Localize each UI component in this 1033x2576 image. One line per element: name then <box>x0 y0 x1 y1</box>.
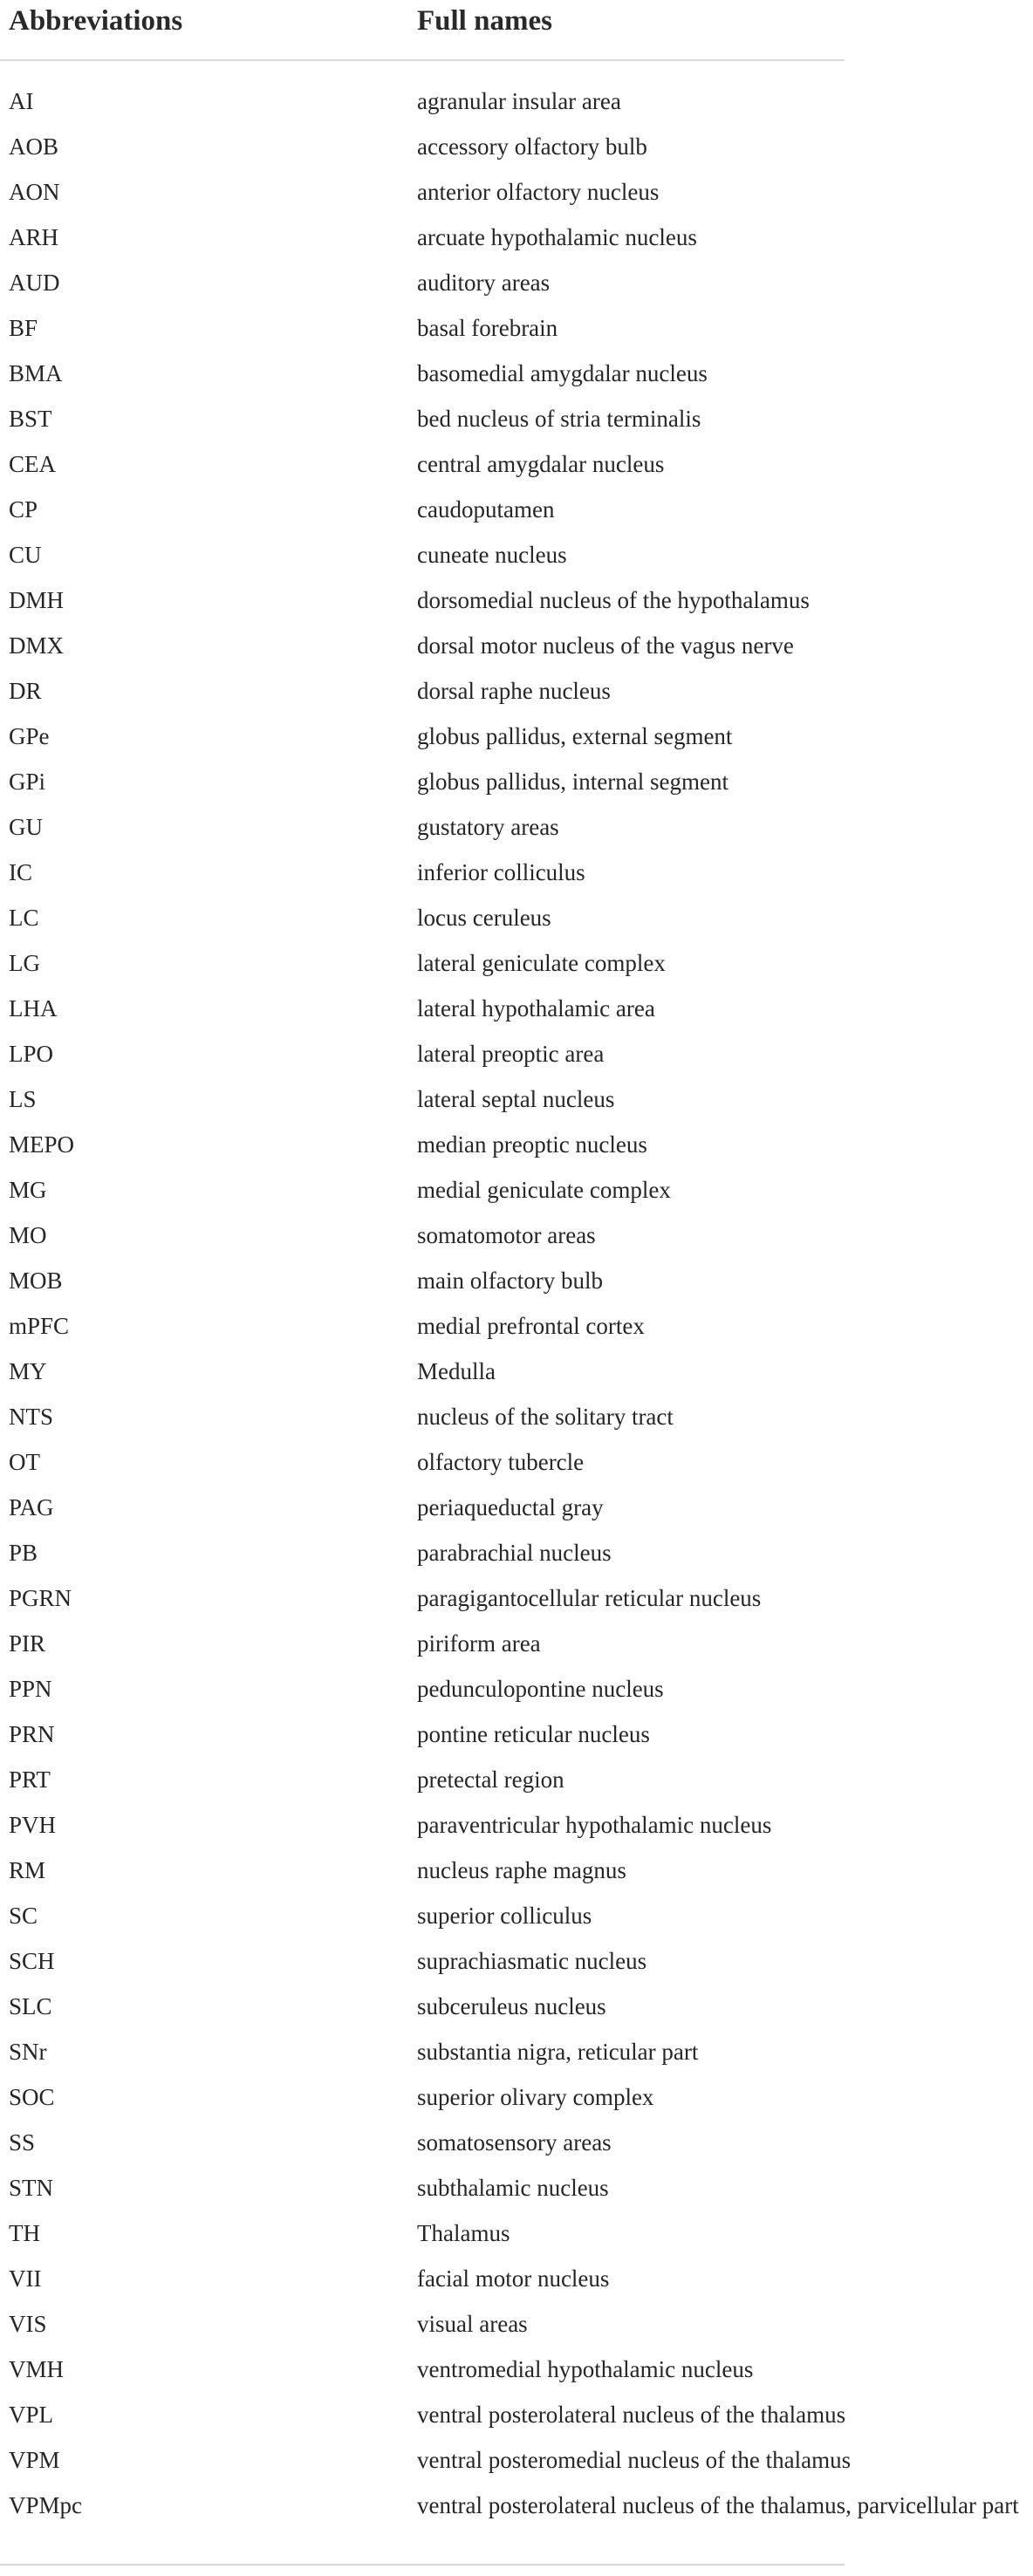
table-row <box>0 1664 1033 1710</box>
full-name-cell: ventral posterolateral nucleus of the thalamus, parvicellular part <box>417 2492 1019 2518</box>
full-name-cell: piriform area <box>417 1630 541 1657</box>
full-name-cell: auditory areas <box>417 270 551 296</box>
table-bottom-rule <box>0 2564 845 2566</box>
abbreviation-cell: BST <box>9 406 52 432</box>
full-name-cell: ventral posteromedial nucleus of the thalamus <box>417 2447 852 2473</box>
full-name-cell: basomedial amygdalar nucleus <box>417 360 708 386</box>
abbreviation-cell: PVH <box>9 1812 57 1838</box>
abbreviation-cell: PGRN <box>9 1585 72 1611</box>
table-row <box>0 666 1033 712</box>
abbreviation-cell: LPO <box>9 1041 54 1067</box>
abbreviation-cell: DMX <box>9 632 65 659</box>
full-name-cell: pretectal region <box>417 1766 564 1793</box>
full-name-cell: gustatory areas <box>417 814 559 840</box>
full-name-cell: main olfactory bulb <box>417 1268 603 1294</box>
abbreviation-cell: ARH <box>9 224 59 250</box>
full-name-cell: suprachiasmatic nucleus <box>417 1948 647 1974</box>
abbreviation-cell: BMA <box>9 360 63 386</box>
table-row <box>0 1438 1033 1483</box>
table-row <box>0 2027 1033 2073</box>
full-name-cell: visual areas <box>417 2311 528 2337</box>
full-name-cell: locus ceruleus <box>417 905 551 931</box>
abbreviation-cell: LC <box>9 905 39 931</box>
abbreviation-cell: PB <box>9 1540 38 1566</box>
table-row <box>0 258 1033 304</box>
full-name-cell: lateral septal nucleus <box>417 1086 615 1112</box>
header-abbreviations: Abbreviations <box>9 5 183 37</box>
abbreviation-cell: AUD <box>9 270 60 296</box>
abbreviation-cell: BF <box>9 315 38 341</box>
table-row <box>0 1982 1033 2027</box>
abbreviation-cell: AI <box>9 88 34 114</box>
full-name-cell: inferior colliculus <box>417 859 585 885</box>
full-name-cell: somatomotor areas <box>417 1222 596 1248</box>
table-row <box>0 1302 1033 1347</box>
table-row <box>0 122 1033 167</box>
full-name-cell: cuneate nucleus <box>417 542 567 568</box>
abbreviation-cell: PPN <box>9 1676 52 1702</box>
full-name-cell: periaqueductal gray <box>417 1494 604 1520</box>
full-name-cell: pontine reticular nucleus <box>417 1721 650 1747</box>
full-name-cell: caudoputamen <box>417 496 555 523</box>
full-name-cell: lateral preoptic area <box>417 1041 605 1067</box>
table-row <box>0 485 1033 530</box>
table-row <box>0 2299 1033 2345</box>
table-row <box>0 2436 1033 2481</box>
table-row <box>0 304 1033 349</box>
table-row <box>0 1574 1033 1619</box>
full-name-cell: basal forebrain <box>417 315 558 341</box>
abbreviation-cell: MY <box>9 1358 47 1384</box>
table-body <box>0 77 1033 2563</box>
full-name-cell: superior colliculus <box>417 1903 592 1929</box>
full-name-cell: arcuate hypothalamic nucleus <box>417 224 697 250</box>
table-row <box>0 2073 1033 2118</box>
full-name-cell: olfactory tubercle <box>417 1449 585 1475</box>
table-row <box>0 440 1033 485</box>
abbreviation-cell: TH <box>9 2220 40 2246</box>
abbreviation-cell: PRT <box>9 1766 51 1793</box>
full-name-cell: subceruleus nucleus <box>417 1993 606 2019</box>
abbreviation-cell: MOB <box>9 1268 63 1294</box>
abbreviation-cell: PAG <box>9 1494 54 1520</box>
abbreviation-cell: SLC <box>9 1993 52 2019</box>
full-name-cell: central amygdalar nucleus <box>417 451 665 477</box>
abbreviation-cell: LS <box>9 1086 37 1112</box>
table-row <box>0 1619 1033 1664</box>
table-row <box>0 530 1033 576</box>
abbreviation-cell: VPL <box>9 2402 54 2428</box>
table-row <box>0 803 1033 848</box>
table-row <box>0 712 1033 757</box>
table-header <box>0 0 845 61</box>
table-row <box>0 1846 1033 1891</box>
table-row <box>0 1347 1033 1392</box>
table-row <box>0 576 1033 621</box>
abbreviation-cell: DMH <box>9 587 65 613</box>
full-name-cell: nucleus of the solitary tract <box>417 1404 674 1430</box>
table-row <box>0 2163 1033 2209</box>
table-row <box>0 1392 1033 1438</box>
abbreviation-cell: VPMpc <box>9 2492 83 2518</box>
abbreviation-cell: AOB <box>9 133 59 160</box>
abbreviation-cell: GU <box>9 814 43 840</box>
abbreviation-cell: GPe <box>9 723 50 749</box>
abbreviation-cell: CU <box>9 542 42 568</box>
table-row <box>0 1937 1033 1982</box>
table-row <box>0 2345 1033 2390</box>
table-row <box>0 213 1033 258</box>
table-row <box>0 1755 1033 1800</box>
abbreviation-cell: SCH <box>9 1948 55 1974</box>
full-name-cell: substantia nigra, reticular part <box>417 2039 699 2065</box>
full-name-cell: lateral geniculate complex <box>417 950 666 976</box>
abbreviation-cell: AON <box>9 179 60 205</box>
table-row <box>0 1528 1033 1574</box>
full-name-cell: ventromedial hypothalamic nucleus <box>417 2356 754 2382</box>
table-row <box>0 1029 1033 1075</box>
table-row <box>0 1211 1033 1256</box>
full-name-cell: superior olivary complex <box>417 2084 654 2110</box>
table-row <box>0 2481 1033 2563</box>
full-name-cell: nucleus raphe magnus <box>417 1857 626 1883</box>
full-name-cell: ventral posterolateral nucleus of the thalamus <box>417 2402 846 2428</box>
full-name-cell: paragigantocellular reticular nucleus <box>417 1585 762 1611</box>
full-name-cell: medial prefrontal cortex <box>417 1313 645 1339</box>
table-row <box>0 984 1033 1029</box>
full-name-cell: paraventricular hypothalamic nucleus <box>417 1812 772 1838</box>
table-row <box>0 893 1033 939</box>
full-name-cell: lateral hypothalamic area <box>417 995 655 1022</box>
abbreviation-cell: SS <box>9 2129 36 2156</box>
table-row <box>0 2254 1033 2299</box>
abbreviation-cell: MEPO <box>9 1131 75 1158</box>
abbreviation-cell: MG <box>9 1177 47 1203</box>
table-row <box>0 939 1033 984</box>
abbreviation-cell: GPi <box>9 769 46 795</box>
abbreviation-cell: LG <box>9 950 40 976</box>
full-name-cell: anterior olfactory nucleus <box>417 179 660 205</box>
table-row <box>0 1075 1033 1120</box>
full-name-cell: agranular insular area <box>417 88 621 114</box>
full-name-cell: globus pallidus, internal segment <box>417 769 729 795</box>
abbreviation-cell: CP <box>9 496 38 523</box>
table-row <box>0 1710 1033 1755</box>
full-name-cell: accessory olfactory bulb <box>417 133 647 160</box>
abbreviation-cell: VIS <box>9 2311 47 2337</box>
table-row <box>0 1120 1033 1165</box>
table-row <box>0 2118 1033 2163</box>
abbreviation-cell: DR <box>9 678 42 704</box>
header-full-names: Full names <box>417 5 552 37</box>
table-row <box>0 77 1033 122</box>
abbreviation-cell: NTS <box>9 1404 54 1430</box>
full-name-cell: dorsomedial nucleus of the hypothalamus <box>417 587 810 613</box>
full-name-cell: parabrachial nucleus <box>417 1540 612 1566</box>
abbreviation-cell: VMH <box>9 2356 65 2382</box>
abbreviation-cell: PRN <box>9 1721 55 1747</box>
abbreviation-cell: IC <box>9 859 32 885</box>
abbreviation-cell: OT <box>9 1449 40 1475</box>
abbreviation-cell: STN <box>9 2175 54 2201</box>
full-name-cell: pedunculopontine nucleus <box>417 1676 664 1702</box>
table-row <box>0 349 1033 394</box>
table-row <box>0 167 1033 213</box>
full-name-cell: somatosensory areas <box>417 2129 612 2156</box>
full-name-cell: median preoptic nucleus <box>417 1131 647 1158</box>
table-row <box>0 2209 1033 2254</box>
table-row <box>0 757 1033 803</box>
table-row <box>0 621 1033 666</box>
abbreviation-cell: PIR <box>9 1630 46 1657</box>
full-name-cell: dorsal motor nucleus of the vagus nerve <box>417 632 794 659</box>
abbreviation-cell: mPFC <box>9 1313 70 1339</box>
full-name-cell: bed nucleus of stria terminalis <box>417 406 701 432</box>
abbreviation-cell: MO <box>9 1222 47 1248</box>
table-row <box>0 1483 1033 1528</box>
table-row <box>0 2390 1033 2436</box>
abbreviation-cell: VPM <box>9 2447 60 2473</box>
table-row <box>0 848 1033 893</box>
table-row <box>0 1256 1033 1302</box>
full-name-cell: Thalamus <box>417 2220 510 2246</box>
full-name-cell: subthalamic nucleus <box>417 2175 609 2201</box>
table-row <box>0 394 1033 440</box>
full-name-cell: facial motor nucleus <box>417 2265 610 2292</box>
abbreviation-cell: SC <box>9 1903 38 1929</box>
abbreviation-cell: SNr <box>9 2039 47 2065</box>
abbreviation-cell: SOC <box>9 2084 55 2110</box>
abbreviation-cell: CEA <box>9 451 56 477</box>
abbreviation-cell: LHA <box>9 995 58 1022</box>
table-row <box>0 1165 1033 1211</box>
abbreviation-cell: VII <box>9 2265 42 2292</box>
full-name-cell: globus pallidus, external segment <box>417 723 733 749</box>
full-name-cell: Medulla <box>417 1358 496 1384</box>
table-row <box>0 1800 1033 1846</box>
table-row <box>0 1891 1033 1937</box>
abbreviation-cell: RM <box>9 1857 46 1883</box>
full-name-cell: medial geniculate complex <box>417 1177 671 1203</box>
full-name-cell: dorsal raphe nucleus <box>417 678 611 704</box>
